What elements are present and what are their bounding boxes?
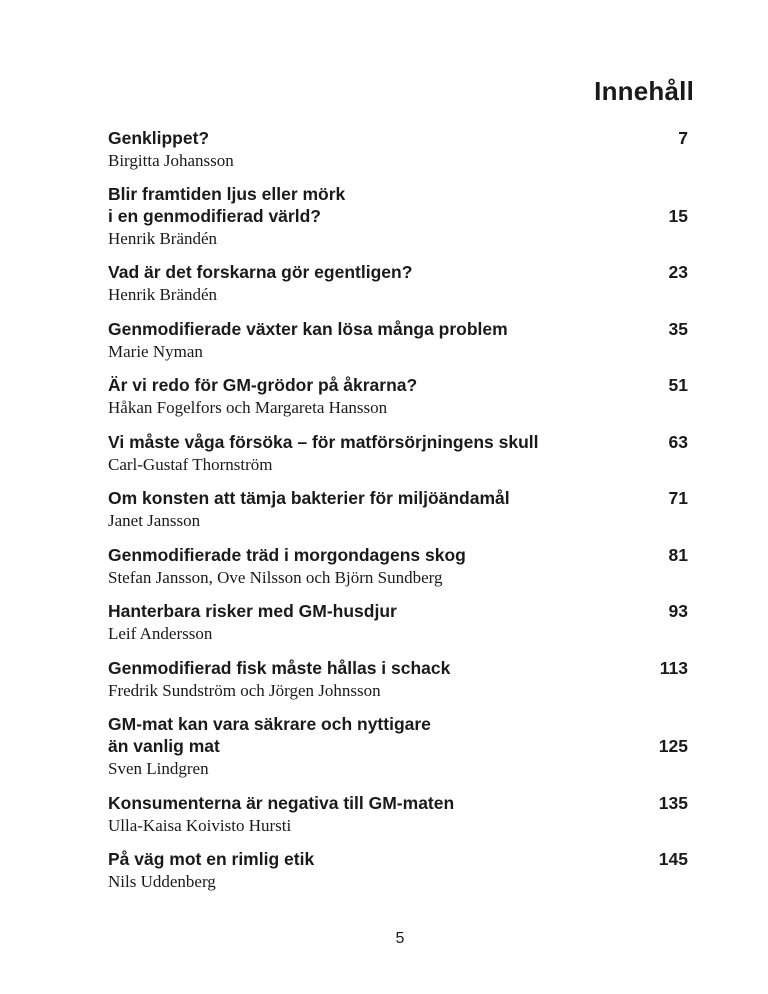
toc-entry: [108, 127, 688, 172]
chapter-author: Birgitta Johansson: [108, 151, 234, 170]
chapter-author: Marie Nyman: [108, 342, 203, 361]
chapter-title: Konsumenterna är negativa till GM-maten: [108, 793, 455, 813]
chapter-author: Sven Lindgren: [108, 759, 209, 778]
chapter-author: Henrik Brändén: [108, 229, 218, 248]
chapter-author: Janet Jansson: [108, 511, 201, 530]
toc-entry: [108, 487, 688, 532]
chapter-page-number: 113: [659, 658, 688, 678]
chapter-page-number: 51: [668, 375, 688, 395]
page-title: Innehåll: [594, 76, 694, 106]
chapter-page-number: 81: [668, 545, 688, 565]
chapter-page-number: 125: [658, 736, 688, 756]
chapter-author: Fredrik Sundström och Jörgen Johnsson: [108, 681, 381, 700]
toc-entry: [108, 848, 688, 893]
toc-entry: [108, 374, 688, 419]
chapter-page-number: 135: [658, 793, 688, 813]
toc-entry: [108, 318, 688, 363]
chapter-title: Genklippet?: [108, 128, 210, 148]
chapter-title: GM-mat kan vara säkrare och nyttigare än vanlig mat: [108, 714, 431, 756]
toc-entry: [108, 261, 688, 306]
chapter-page-number: 93: [668, 601, 688, 621]
chapter-author: Nils Uddenberg: [108, 872, 216, 891]
chapter-title: Blir framtiden ljus eller mörk i en genmodifierad värld?: [108, 184, 346, 226]
chapter-author: Ulla-Kaisa Koivisto Hursti: [108, 816, 292, 835]
chapter-title: Genmodifierade växter kan lösa många problem: [108, 319, 508, 339]
toc-entry: [108, 657, 688, 702]
toc-entry: [108, 431, 688, 476]
chapter-page-number: 145: [658, 849, 688, 869]
chapter-page-number: 63: [668, 432, 688, 452]
chapter-page-number: 23: [668, 262, 688, 282]
chapter-title: På väg mot en rimlig etik: [108, 849, 315, 869]
chapter-title: Genmodifierad fisk måste hållas i schack: [108, 658, 451, 678]
chapter-author: Leif Andersson: [108, 624, 213, 643]
chapter-page-number: 15: [668, 206, 688, 226]
toc-entry: [108, 713, 688, 780]
chapter-title: Hanterbara risker med GM-husdjur: [108, 601, 397, 621]
chapter-title: Vi måste våga försöka – för matförsörjningens skull: [108, 432, 539, 452]
chapter-author: Håkan Fogelfors och Margareta Hansson: [108, 398, 388, 417]
toc-entry: [108, 600, 688, 645]
page-number: 5: [395, 930, 405, 947]
chapter-author: Carl-Gustaf Thornström: [108, 455, 273, 474]
chapter-title: Om konsten att tämja bakterier för miljöändamål: [108, 488, 510, 508]
chapter-page-number: 35: [668, 319, 688, 339]
chapter-author: Stefan Jansson, Ove Nilsson och Björn Sundberg: [108, 568, 443, 587]
toc-entry: [108, 792, 688, 837]
chapter-author: Henrik Brändén: [108, 285, 218, 304]
chapter-title: Genmodifierade träd i morgondagens skog: [108, 545, 466, 565]
chapter-page-number: 71: [668, 488, 688, 508]
chapter-page-number: 7: [678, 128, 688, 148]
toc-entry: [108, 183, 688, 250]
chapter-title: Vad är det forskarna gör egentligen?: [108, 262, 413, 282]
toc-entry: [108, 544, 688, 589]
chapter-title: Är vi redo för GM-grödor på åkrarna?: [108, 375, 418, 395]
